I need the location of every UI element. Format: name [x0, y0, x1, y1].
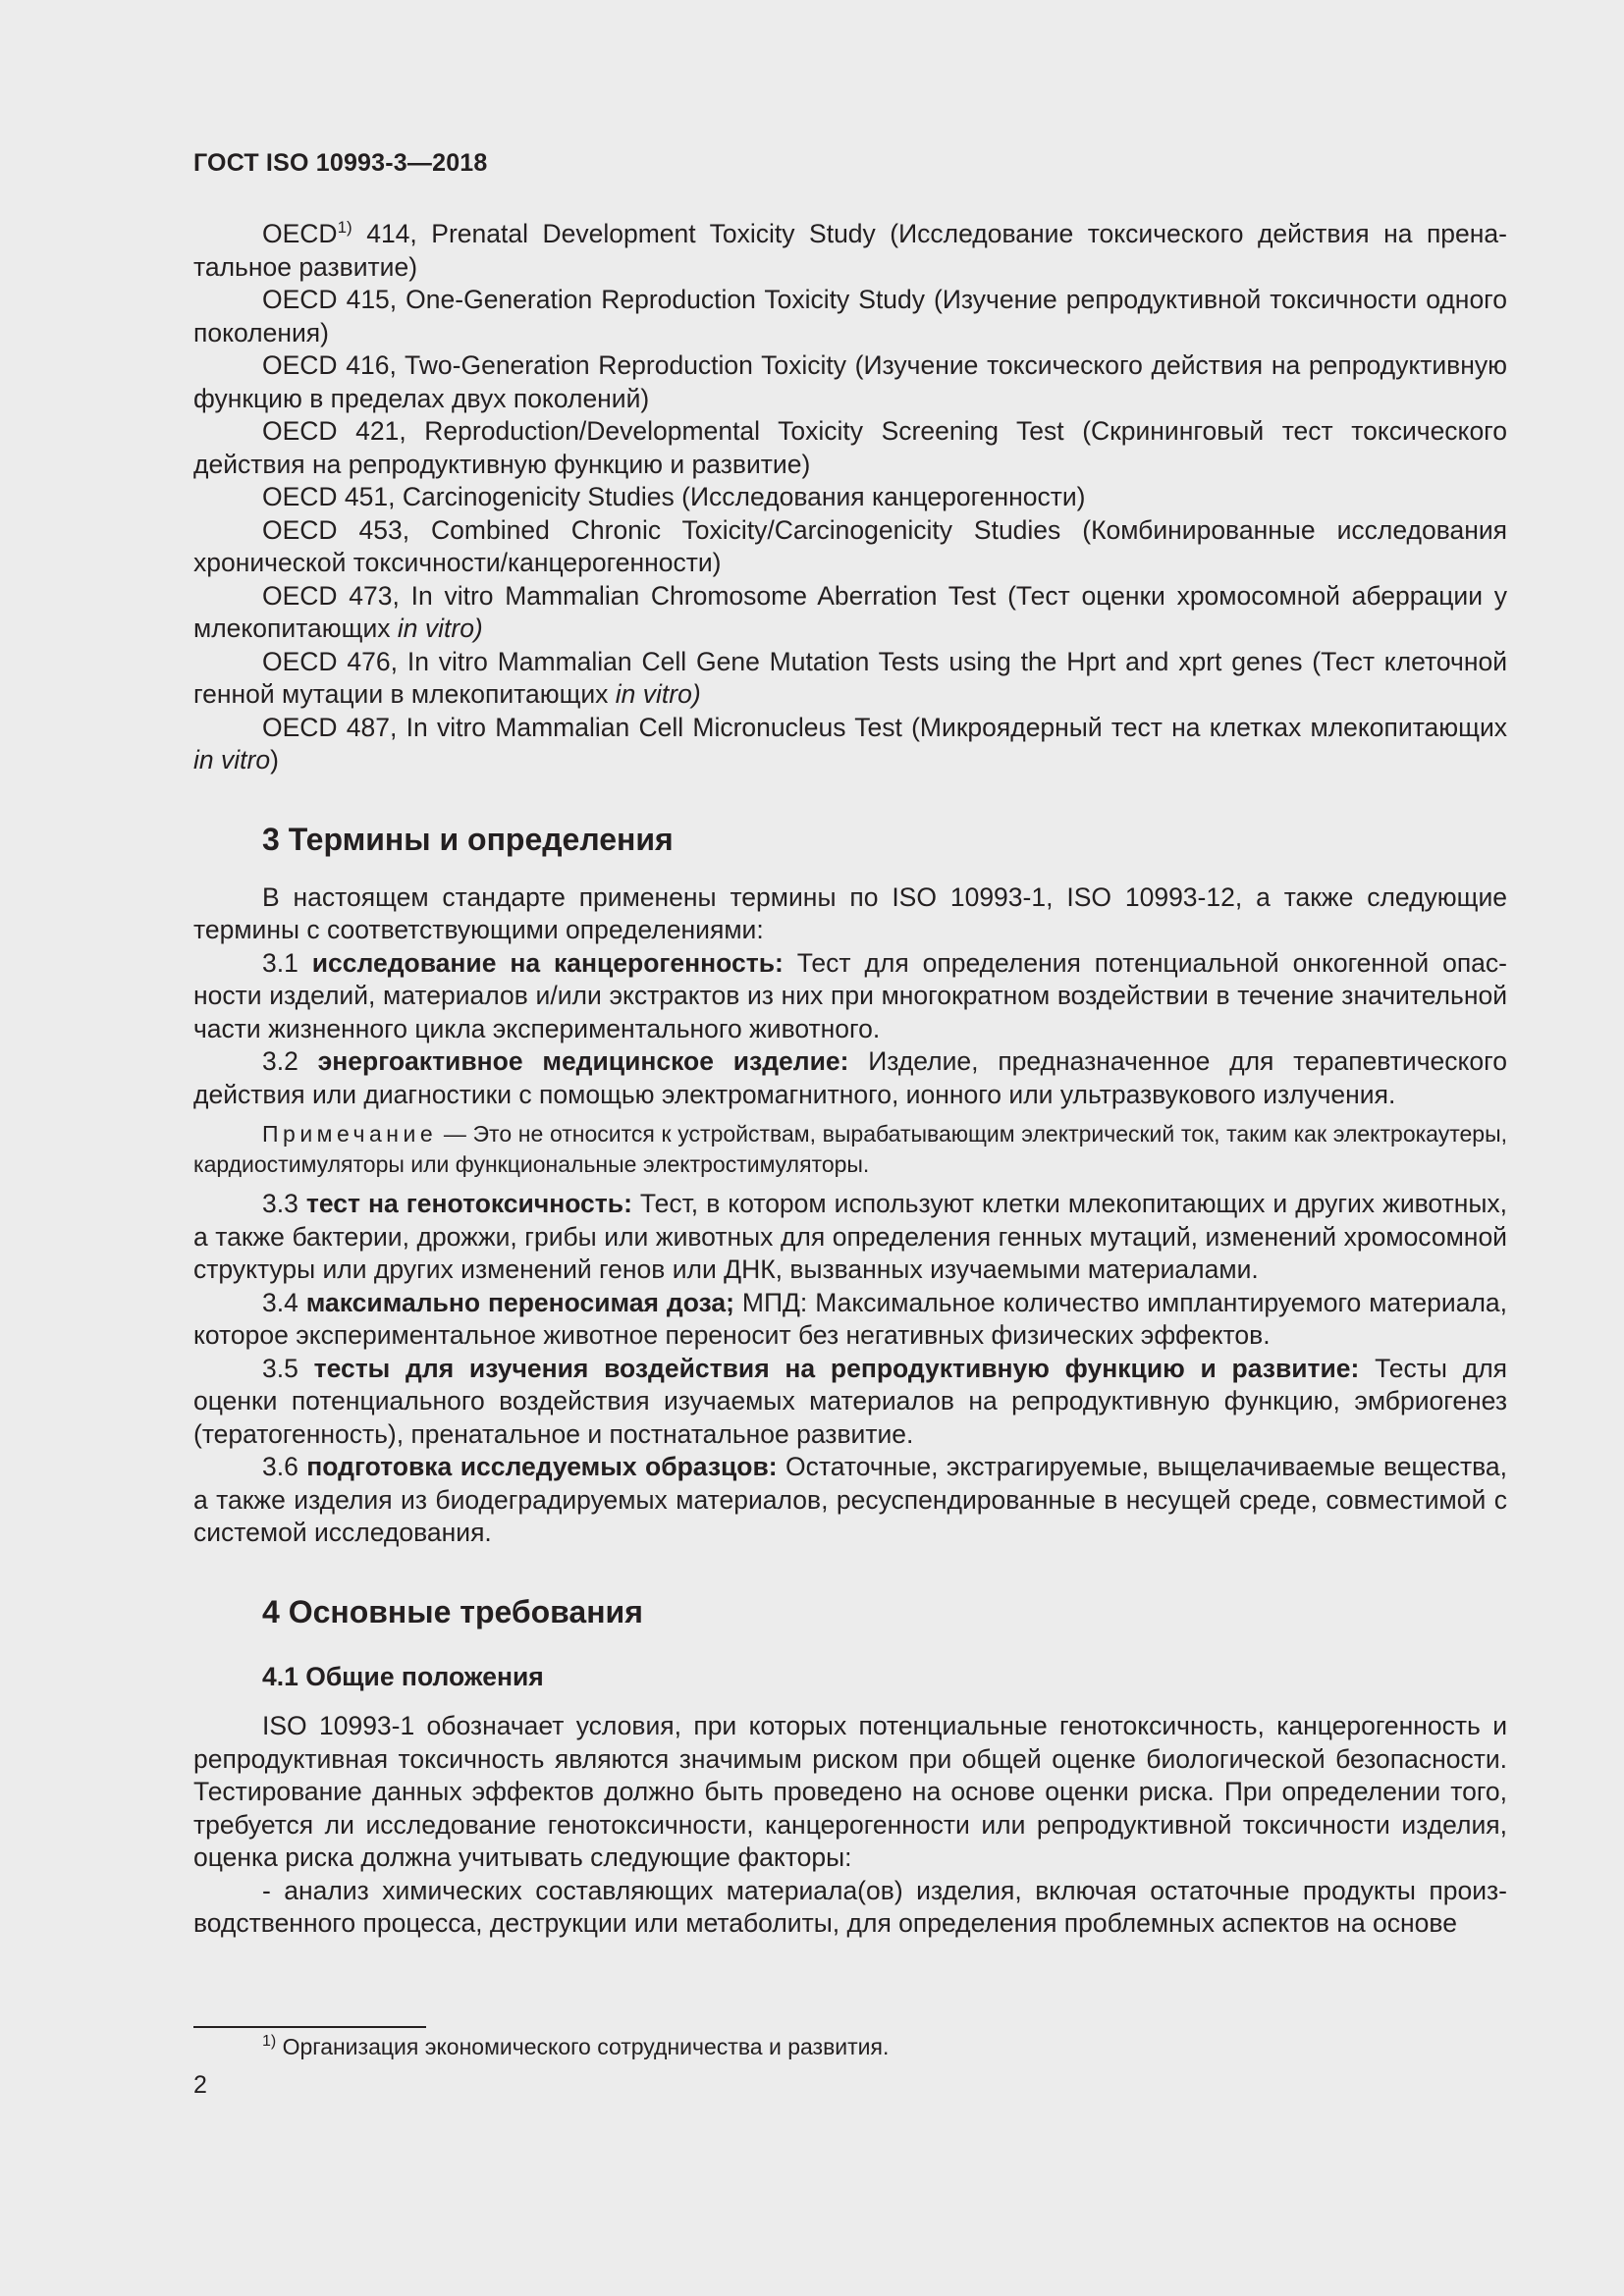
term-definition: 3.6 подготовка исследуемых образцов: Остаточные, экстрагируемые, выщелачиваемые вещества, а также изделия из биодеградируемых материалов, ресуспендированные в несущей среде, совместимой с системой исследования.	[193, 1452, 1508, 1547]
list-item: - анализ химических составляющих материала(ов) изделия, включая остаточные продукты производственного процесса, деструкции или метаболиты, для определения проблемных аспектов на основе	[193, 1875, 1507, 1938]
term-definition: 3.4 максимально переносимая доза; МПД: Максимальное количество имплантируемого материала, которое экспериментальное животное переносит без негативных физических эффектов.	[193, 1287, 1508, 1350]
term-definition: 3.2 энергоактивное медицинское изделие: Изделие, предназначенное для терапевтического действия или диагностики с помощью электромагнитного, ионного или ультразвукового излучения.	[193, 1046, 1507, 1109]
term-definition: 3.5 тесты для изучения воздействия на репродуктивную функцию и развитие: Тесты для оценки потенциального воздействия изучаемых материалов на репродуктивную функцию, эмбриогенез (тератогенность), пренатальное и постнатальное развитие.	[193, 1353, 1508, 1449]
reference-item: OECD 487, In vitro Mammalian Cell Micronucleus Test (Микроядерный тест на клетках млекопитающих in vitro)	[193, 712, 1507, 774]
reference-item: OECD 476, In vitro Mammalian Cell Gene Mutation Tests using the Hprt and xprt genes (Тест клеточной генной мутации в млекопитающих in vitro)	[193, 646, 1507, 709]
note: Примечание — Это не относится к устройствам, вырабатывающим электрический ток, таким как электрокаутеры, кардиостимуляторы или функциональные электростимуляторы.	[193, 1121, 1507, 1177]
footnote-marker: 1)	[337, 218, 352, 237]
reference-item: OECD 473, In vitro Mammalian Chromosome Aberration Test (Тест оценки хромосомной аберрации у млекопитающих in vitro)	[193, 580, 1507, 643]
footnote-separator	[193, 2026, 426, 2028]
term-name: исследование на канцерогенность:	[311, 947, 784, 978]
running-header: ГОСТ ISO 10993-3—2018	[193, 149, 488, 177]
section-heading: 4 Основные требования	[262, 1593, 643, 1629]
reference-item: OECD 415, One-Generation Reproduction Toxicity Study (Изучение репродуктивной токсичности одного поколения)	[193, 285, 1507, 347]
page-number: 2	[193, 2071, 207, 2099]
subsection-heading: 4.1 Общие положения	[262, 1661, 544, 1691]
note-label: Примечание	[262, 1121, 438, 1147]
term-definition: 3.3 тест на генотоксичность: Тест, в котором используют клетки млекопитающих и других животных, а также бактерии, дрожжи, грибы или животных для определения генных мутаций, изменений хромосомной структуры или других изменений генов или ДНК, вызванных изучаемыми материалами.	[193, 1189, 1507, 1284]
term-name: энергоактивное медицинское изделие:	[317, 1046, 849, 1076]
reference-item: OECD 453, Combined Chronic Toxicity/Carcinogenicity Studies (Комбинированные исследования хронической токсичности/канцерогенности)	[193, 514, 1507, 577]
reference-item: OECD 416, Two-Generation Reproduction Toxicity (Изучение токсического действия на репродуктивную функцию в пределах двух поколений)	[193, 350, 1507, 413]
section-heading: 3 Термины и определения	[262, 821, 674, 857]
footnote-marker: 1)	[262, 2033, 277, 2050]
reference-item: OECD 451, Carcinogenicity Studies (Исследования канцерогенности)	[262, 482, 1086, 511]
term-name: подготовка исследуемых образцов:	[306, 1452, 778, 1481]
page-content	[193, 218, 1507, 1941]
reference-item: OECD 421, Reproduction/Developmental Toxicity Screening Test (Скрининговый тест токсического действия на репродуктивную функцию и развитие)	[193, 416, 1508, 479]
footnote: $^{1)}$ Организация экономического сотрудничества и развития.	[262, 2033, 890, 2059]
term-definition: 3.1 исследование на канцерогенность: Тест для определения потенциальной онкогенной опасности изделий, материалов и/или экстрактов из них при многократном воздействии в течение значительной части жизненного цикла экспериментального животного.	[193, 947, 1507, 1043]
term-name: тесты для изучения воздействия на репродуктивную функцию и развитие:	[313, 1353, 1360, 1383]
body-paragraph: ISO 10993-1 обозначает условия, при которых потенциальные генотоксичность, канцерогенность и репродуктивная токсичность являются значимым риском при общей оценке биологической безопасности. Тестирование данных эффектов должно быть проведено на основе оценки риска. При определении того, требуется ли исследование генотоксичности, канцерогенности или репродуктивной токсичности изделия, оценка риска должна учитывать следующие факторы:	[193, 1711, 1507, 1872]
reference-item: OECD$^{1)}$ 414, Prenatal Development Toxicity Study (Исследование токсического действия на пренатальное развитие)	[193, 218, 1507, 282]
term-name: тест на генотоксичность:	[305, 1189, 632, 1218]
term-name: максимально переносимая доза;	[305, 1287, 734, 1317]
reference-list	[193, 218, 1507, 777]
section-intro: В настоящем стандарте применены термины по ISO 10993-1, ISO 10993-12, а также следующие термины с соответствующими определениями:	[193, 881, 1507, 944]
